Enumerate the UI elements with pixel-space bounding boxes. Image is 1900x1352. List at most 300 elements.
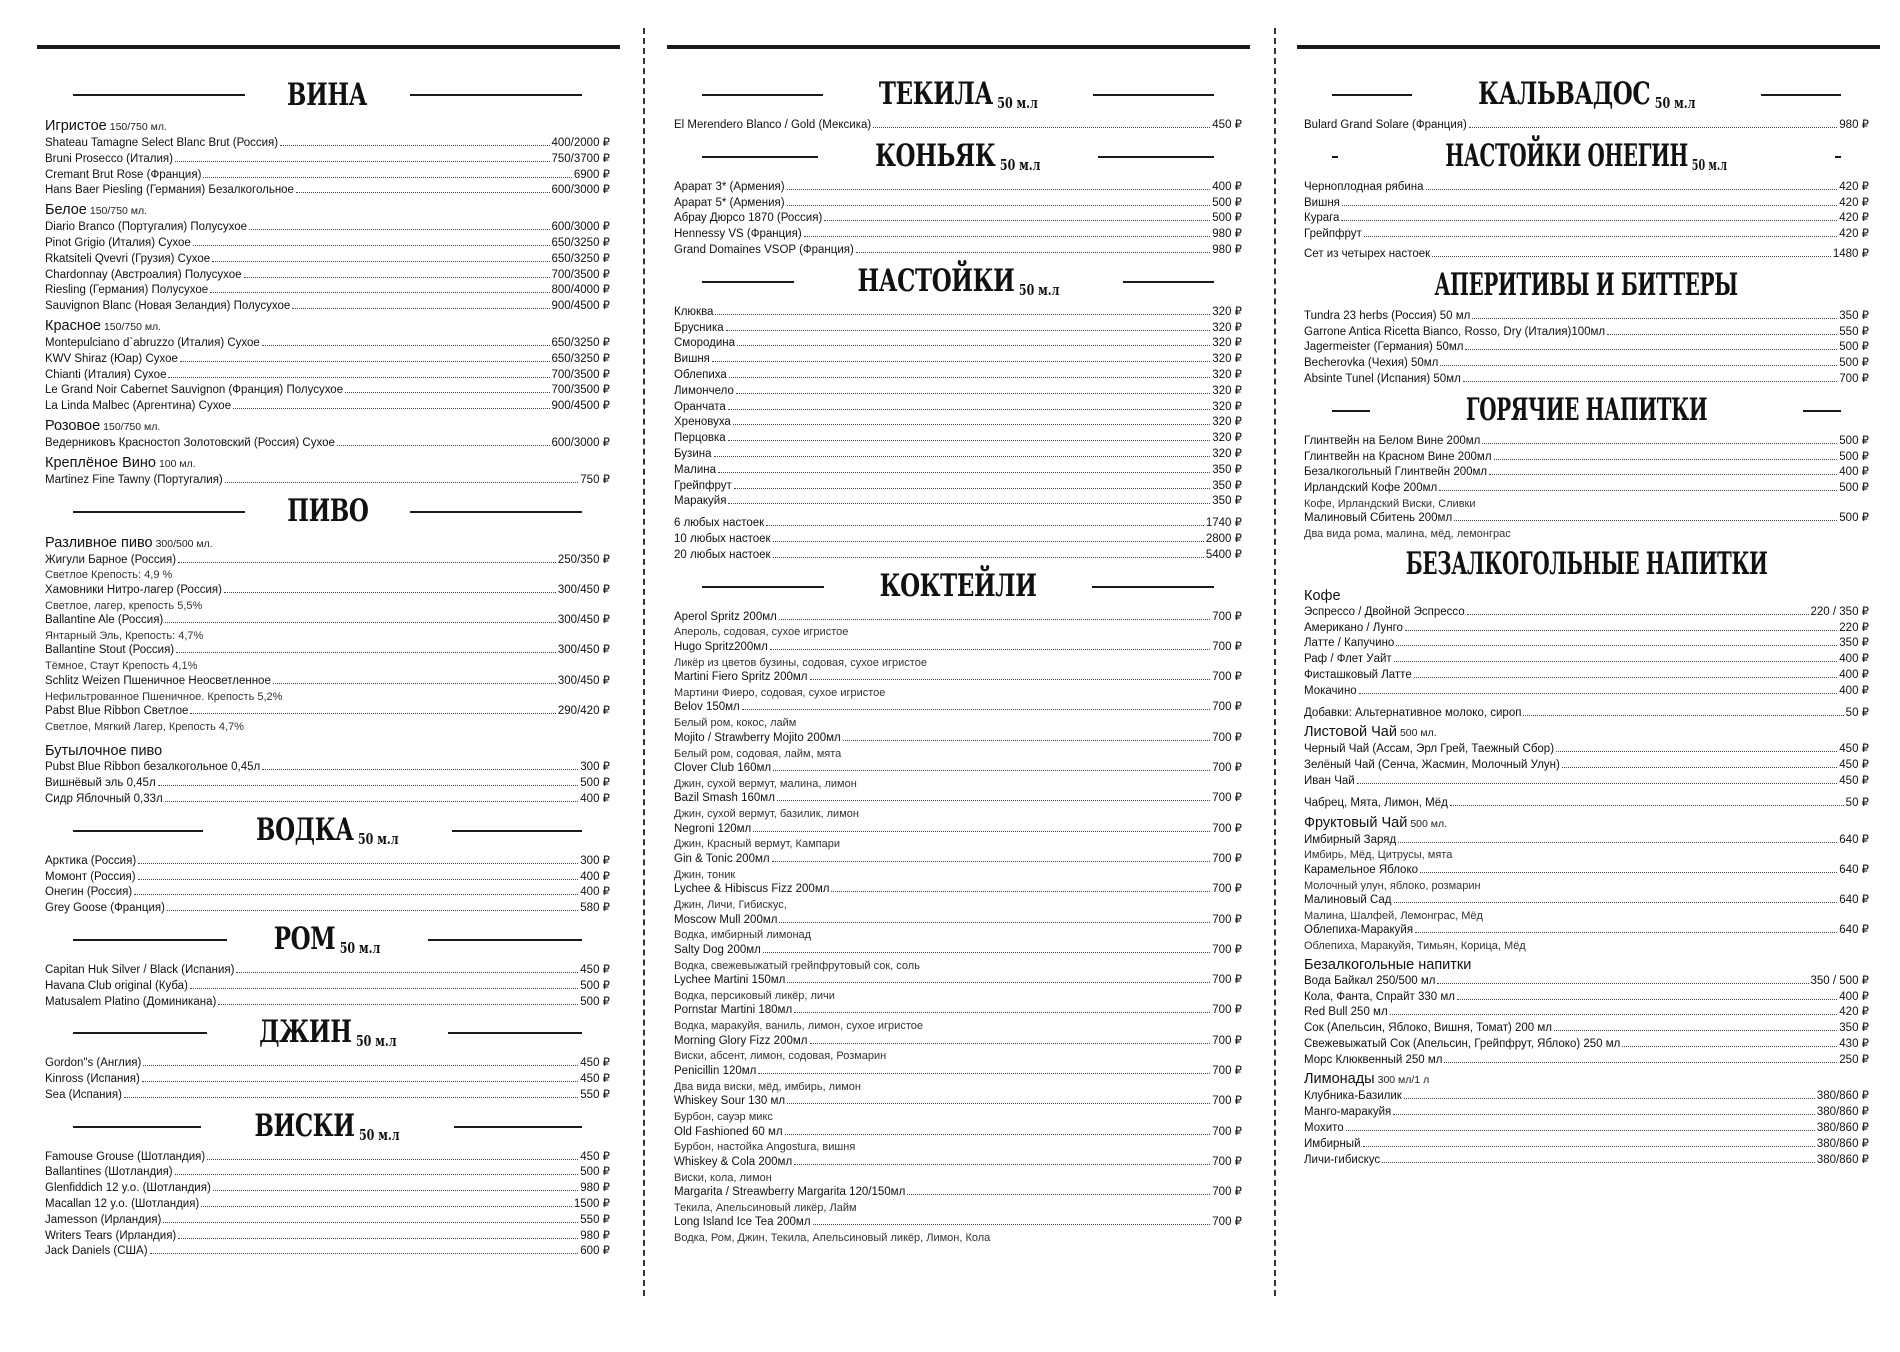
item-price	[1212, 1185, 1242, 1201]
item-name: Matusalem Platino (Доминикана)	[45, 995, 217, 1008]
currency-sign: ₽	[602, 614, 610, 627]
dot-leader	[787, 982, 1210, 983]
menu-block	[1304, 118, 1869, 134]
price-value: 700	[1212, 701, 1232, 714]
item-price	[1206, 532, 1242, 548]
item-description: Имбирь, Мёд, Цитрусы, мята	[1304, 849, 1453, 862]
subsection-note: 300/500 мл.	[155, 537, 213, 550]
item-name: Tundra 23 herbs (Россия) 50 мл	[1304, 309, 1471, 322]
menu-block	[45, 1056, 610, 1103]
item-name: Moscow Mull 200мл	[674, 913, 778, 926]
item-price	[1817, 1121, 1869, 1137]
dot-leader	[1469, 127, 1837, 128]
item-description: Джин, сухой вермут, малина, лимон	[674, 777, 857, 790]
item-description: Апероль, содовая, сухое игристое	[674, 626, 849, 639]
item-name: Red Bull 250 мл	[1304, 1006, 1388, 1019]
price-value: 320	[1212, 305, 1232, 318]
menu-item	[1304, 636, 1869, 652]
item-name: Вишнёвый эль 0,45л	[45, 777, 156, 790]
item-name: Смородина	[674, 337, 736, 350]
item-name: Whiskey Sour 130 мл	[674, 1095, 786, 1108]
item-price	[580, 870, 610, 886]
item-name: Ирландский Кофе 200мл	[1304, 482, 1438, 495]
item-description: Светлое Крепость: 4,9 %	[45, 569, 173, 582]
dot-leader	[873, 127, 1210, 128]
menu-item	[1304, 340, 1869, 356]
section-title: ГОРЯЧИЕ НАПИТКИ	[1465, 392, 1708, 429]
menu-item	[45, 854, 610, 870]
price-value: 500	[580, 995, 600, 1008]
item-name: Морс Клюквенный 250 мл	[1304, 1053, 1443, 1066]
item-name: Penicillin 120мл	[674, 1064, 757, 1077]
item-name: Американо / Лунго	[1304, 621, 1403, 634]
currency-sign: ₽	[1861, 434, 1869, 447]
menu-block	[45, 963, 610, 1010]
top-rule-left	[37, 45, 620, 49]
menu-item	[674, 447, 1242, 463]
price-value: 500	[1839, 512, 1859, 525]
currency-sign: ₽	[1861, 1137, 1869, 1150]
currency-sign: ₽	[1234, 243, 1242, 256]
item-price	[1811, 605, 1870, 621]
menu-item	[674, 431, 1242, 447]
menu-item	[1304, 372, 1869, 388]
item-name: Becherovka (Чехия) 50мл	[1304, 357, 1439, 370]
item-price	[580, 1072, 610, 1088]
item-price	[1212, 1003, 1242, 1019]
item-name: Clover Club 160мл	[674, 762, 772, 775]
top-rule-middle	[667, 45, 1250, 49]
item-price	[1212, 494, 1242, 510]
item-price	[1817, 1105, 1869, 1121]
item-name: Havana Club original (Куба)	[45, 979, 188, 992]
menu-item	[45, 870, 610, 886]
dot-leader	[772, 861, 1211, 862]
currency-sign: ₽	[602, 368, 610, 381]
menu-item	[45, 283, 610, 299]
price-value: 450	[1212, 119, 1232, 131]
item-price	[1212, 1094, 1242, 1110]
currency-sign: ₽	[1861, 1037, 1869, 1050]
item-price	[1212, 321, 1242, 337]
price-value: 700	[1212, 1186, 1232, 1199]
dot-leader	[165, 801, 579, 802]
menu-item	[1304, 196, 1869, 212]
section-heading-soft-drinks	[1304, 546, 1869, 584]
menu-column-3	[1304, 72, 1869, 1168]
currency-sign: ₽	[1861, 894, 1869, 907]
menu-item	[674, 415, 1242, 431]
menu-item	[1304, 1137, 1869, 1153]
currency-sign: ₽	[1861, 637, 1869, 650]
currency-sign: ₽	[1234, 463, 1242, 476]
price-value: 380/860	[1816, 1153, 1859, 1166]
subsection-title	[45, 418, 610, 436]
price-value: 300/450	[557, 674, 600, 687]
item-name: Мокачино	[1304, 684, 1357, 697]
item-price	[580, 901, 610, 917]
section-heading-whisky	[45, 1108, 610, 1146]
item-name: Negroni 120мл	[674, 822, 752, 835]
menu-block	[674, 118, 1242, 134]
price-value: 350	[1839, 637, 1859, 650]
price-value: 500	[580, 979, 600, 992]
item-name: Lychee Martini 150мл	[674, 974, 786, 987]
price-value: 300	[580, 761, 600, 774]
subsection-title	[45, 743, 610, 760]
price-value: 300	[580, 854, 600, 867]
item-name: Бузина	[674, 447, 712, 460]
item-name: Aperol Spritz 200мл	[674, 610, 777, 623]
dot-leader	[143, 1065, 578, 1066]
currency-sign: ₽	[602, 1088, 610, 1101]
dot-leader	[1357, 783, 1838, 784]
dot-leader	[1398, 842, 1837, 843]
currency-sign: ₽	[602, 252, 610, 265]
price-value: 290/420	[557, 705, 600, 718]
currency-sign: ₽	[602, 995, 610, 1008]
menu-item	[45, 1229, 610, 1245]
dot-leader	[1556, 751, 1837, 752]
item-price	[1212, 305, 1242, 321]
menu-block	[1304, 309, 1869, 388]
item-name: Diario Branco (Португалия) Полусухое	[45, 221, 248, 234]
item-description: Тёмное, Стаут Крепость 4,1%	[45, 660, 198, 673]
dot-leader	[249, 229, 549, 230]
item-price	[1212, 761, 1242, 777]
price-value: 400	[1839, 684, 1859, 697]
menu-item	[1304, 990, 1869, 1006]
price-value: 700/3500	[551, 384, 600, 397]
subsection-title	[1304, 957, 1869, 974]
item-price	[1212, 943, 1242, 959]
dot-leader	[1607, 334, 1837, 335]
dot-leader	[715, 314, 1210, 315]
item-name: El Merendero Blanco / Gold (Мексика)	[674, 119, 872, 131]
currency-sign: ₽	[602, 761, 610, 774]
price-value: 900/4500	[551, 400, 600, 413]
menu-item	[1304, 211, 1869, 227]
currency-sign: ₽	[1861, 621, 1869, 634]
menu-item	[674, 882, 1242, 898]
item-name: Манго-маракуйя	[1304, 1106, 1392, 1119]
subsection-note: 150/750 мл.	[109, 121, 167, 133]
currency-sign: ₽	[1861, 863, 1869, 876]
menu-item	[1304, 742, 1869, 758]
dot-leader	[787, 189, 1211, 190]
dot-leader	[1463, 381, 1837, 382]
price-value: 400	[580, 870, 600, 883]
price-value: 350 / 500	[1810, 974, 1859, 987]
menu-item	[45, 220, 610, 236]
dot-leader	[1346, 1130, 1815, 1131]
item-price	[558, 553, 610, 569]
dot-leader	[907, 1194, 1210, 1195]
section-title: ТЕКИЛА 50 м.л	[878, 76, 1038, 112]
price-value: 700/3500	[551, 368, 600, 381]
dot-leader	[262, 769, 578, 770]
section-heading-onegin	[1304, 138, 1869, 176]
item-price	[1839, 227, 1869, 243]
menu-item	[674, 400, 1242, 416]
dot-leader	[831, 891, 1210, 892]
item-name: Маракуйя	[674, 495, 727, 508]
menu-item	[1304, 180, 1869, 196]
item-price	[1212, 211, 1242, 227]
item-description: Мартини Фиеро, содовая, сухое игристое	[674, 686, 886, 699]
item-price	[580, 1213, 610, 1229]
dot-leader	[210, 292, 549, 293]
currency-sign: ₽	[1234, 196, 1242, 209]
section-title: ВОДКА 50 м.л	[256, 811, 399, 848]
dot-leader	[804, 236, 1211, 237]
menu-item	[45, 643, 610, 659]
dot-leader	[296, 192, 550, 193]
item-name: Ballantine Ale (Россия)	[45, 614, 164, 627]
dot-leader	[345, 392, 549, 393]
item-name: Belov 150мл	[674, 701, 740, 714]
dot-leader	[1457, 999, 1837, 1000]
subsection-name: Разливное пиво	[45, 534, 153, 551]
item-price	[552, 252, 611, 268]
price-value: 350	[1212, 495, 1232, 508]
dot-leader	[273, 683, 556, 684]
item-name: Хамовники Нитро-лагер (Россия)	[45, 583, 222, 596]
item-name: Перцовка	[674, 432, 726, 445]
dot-leader	[280, 145, 549, 146]
section-heading-vodka	[45, 812, 610, 850]
item-price	[580, 792, 610, 808]
menu-item	[674, 1215, 1242, 1231]
item-name: Личи-гибискус	[1304, 1153, 1381, 1166]
menu-item	[45, 183, 610, 199]
currency-sign: ₽	[1234, 119, 1242, 131]
currency-sign: ₽	[1234, 337, 1242, 350]
currency-sign: ₽	[1861, 512, 1869, 525]
subsection-name: Розовое	[45, 417, 101, 434]
menu-item	[1304, 774, 1869, 790]
dot-leader	[1440, 365, 1837, 366]
menu-item	[674, 180, 1242, 196]
menu-item	[45, 760, 610, 776]
dot-leader	[1454, 520, 1837, 521]
menu-item	[674, 384, 1242, 400]
item-name: Jamesson (Ирландия)	[45, 1213, 162, 1226]
price-value: 300/450	[557, 644, 600, 657]
item-price	[580, 1229, 610, 1245]
price-value: 380/860	[1816, 1106, 1859, 1119]
item-price	[558, 704, 610, 720]
dot-leader	[1554, 1030, 1837, 1031]
menu-item	[45, 979, 610, 995]
price-value: 750	[580, 473, 600, 486]
item-price	[1839, 863, 1869, 879]
currency-sign: ₽	[602, 473, 610, 486]
currency-sign: ₽	[1861, 743, 1869, 756]
currency-sign: ₽	[602, 1213, 610, 1226]
dot-leader	[212, 261, 549, 262]
price-value: 50	[1845, 706, 1859, 719]
menu-item	[1304, 450, 1869, 466]
dot-leader	[201, 1206, 572, 1207]
item-name: Хреновуха	[674, 416, 731, 429]
dot-leader	[337, 445, 550, 446]
item-name: Pabst Blue Ribbon Светлое	[45, 705, 189, 718]
item-price	[574, 1197, 610, 1213]
currency-sign: ₽	[602, 644, 610, 657]
menu-block	[674, 610, 1242, 1246]
item-price	[1212, 479, 1242, 495]
currency-sign: ₽	[1234, 671, 1242, 684]
currency-sign: ₽	[1861, 706, 1869, 719]
currency-sign: ₽	[602, 221, 610, 234]
subsection-name: Белое	[45, 202, 87, 219]
menu-item	[1304, 974, 1869, 990]
item-name: Rkatsiteli Qvevri (Грузия) Сухое	[45, 252, 211, 265]
subsection-name: Креплёное Вино	[45, 454, 156, 471]
currency-sign: ₽	[1861, 759, 1869, 772]
price-value: 420	[1839, 196, 1859, 209]
menu-item	[674, 731, 1242, 747]
menu-item	[674, 640, 1242, 656]
item-description: Джин, сухой вермут, базилик, лимон	[674, 808, 859, 821]
menu-block	[1304, 957, 1869, 1069]
item-name: Writers Tears (Ирландия)	[45, 1229, 177, 1242]
item-price	[1212, 913, 1242, 929]
currency-sign: ₽	[1861, 212, 1869, 225]
price-value: 320	[1212, 447, 1232, 460]
menu-item	[674, 368, 1242, 384]
dot-leader	[233, 408, 549, 409]
item-name: Лимончело	[674, 384, 734, 397]
item-price	[580, 1181, 610, 1197]
price-value: 900/4500	[551, 300, 600, 313]
currency-sign: ₽	[602, 168, 610, 181]
item-name: Эспрессо / Двойной Эспрессо	[1304, 605, 1465, 618]
currency-sign: ₽	[1234, 180, 1242, 193]
price-value: 700	[1212, 610, 1232, 623]
price-value: 320	[1212, 337, 1232, 350]
price-value: 500	[1839, 434, 1859, 447]
item-price	[580, 1088, 610, 1104]
currency-sign: ₽	[602, 184, 610, 197]
item-name: Мохито	[1304, 1122, 1344, 1135]
price-value: 650/3250	[551, 252, 600, 265]
menu-block	[1304, 180, 1869, 243]
item-description: Виски, абсент, лимон, содовая, Розмарин	[674, 1050, 887, 1063]
menu-item	[674, 463, 1242, 479]
price-value: 5400	[1205, 548, 1232, 561]
dot-leader	[753, 831, 1210, 832]
item-description: Кофе, Ирландский Виски, Сливки	[1304, 497, 1476, 510]
currency-sign: ₽	[602, 854, 610, 867]
item-name: 10 любых настоек	[674, 532, 771, 545]
price-value: 2800	[1205, 532, 1232, 545]
menu-item	[45, 252, 610, 268]
item-price	[1839, 668, 1869, 684]
subsection-note: 500 мл.	[1399, 727, 1437, 740]
dot-leader	[763, 952, 1210, 953]
item-price	[552, 352, 611, 368]
item-description: Облепиха, Маракуйя, Тимьян, Корица, Мёд	[1304, 940, 1526, 953]
menu-item	[45, 553, 610, 569]
currency-sign: ₽	[1234, 1125, 1242, 1138]
item-description: Водка, персиковый ликёр, личи	[674, 989, 835, 1002]
item-name: Ballantine Stout (Россия)	[45, 644, 175, 657]
price-value: 400	[580, 792, 600, 805]
item-price	[1212, 1064, 1242, 1080]
menu-item	[674, 973, 1242, 989]
item-name: Absinte Tunel (Испания) 50мл	[1304, 372, 1461, 385]
price-value: 420	[1839, 180, 1859, 193]
subsection-name: Кофе	[1304, 587, 1341, 604]
currency-sign: ₽	[1861, 325, 1869, 338]
dot-leader	[736, 393, 1210, 394]
item-price	[1206, 548, 1242, 564]
item-name: Salty Dog 200мл	[674, 943, 761, 956]
menu-item	[674, 761, 1242, 777]
menu-item	[45, 1150, 610, 1166]
currency-sign: ₽	[1234, 731, 1242, 744]
menu-block	[45, 318, 610, 415]
dot-leader	[810, 679, 1211, 680]
item-description: Белый ром, кокос, лайм	[674, 717, 797, 730]
price-value: 550	[580, 1213, 600, 1226]
currency-sign: ₽	[1234, 1004, 1242, 1017]
item-price	[1817, 1089, 1869, 1105]
item-name: Зелёный Чай (Сенча, Жасмин, Молочный Улун)	[1304, 759, 1560, 772]
item-name: Кола, Фанта, Спрайт 330 мл	[1304, 990, 1455, 1003]
subsection-title	[45, 455, 610, 473]
menu-item	[45, 399, 610, 415]
price-value: 600/3000	[551, 436, 600, 449]
item-name: Клюква	[674, 305, 714, 318]
price-value: 700	[1212, 640, 1232, 653]
item-price	[580, 979, 610, 995]
item-name: Арктика (Россия)	[45, 854, 137, 867]
price-value: 980	[1839, 119, 1859, 131]
menu-block	[674, 305, 1242, 510]
dot-leader	[1432, 256, 1831, 257]
item-price	[1206, 516, 1242, 532]
price-value: 320	[1212, 368, 1232, 381]
dot-leader	[1467, 614, 1809, 615]
item-description: Джин, тоник	[674, 868, 736, 881]
item-price	[1839, 1053, 1869, 1069]
item-price	[580, 760, 610, 776]
item-name: Gin & Tonic 200мл	[674, 852, 770, 865]
dot-leader	[150, 1253, 579, 1254]
item-price	[1212, 791, 1242, 807]
item-name: Cremant Brut Rose (Франция)	[45, 168, 202, 181]
item-name: Pubst Blue Ribbon безалкогольное 0,45л	[45, 761, 261, 774]
menu-item	[674, 670, 1242, 686]
item-name: Курага	[1304, 212, 1340, 225]
price-value: 350	[1212, 479, 1232, 492]
menu-item	[45, 1072, 610, 1088]
menu-block	[1304, 706, 1869, 722]
currency-sign: ₽	[1861, 1053, 1869, 1066]
currency-sign: ₽	[602, 284, 610, 297]
menu-item	[674, 243, 1242, 259]
currency-sign: ₽	[1234, 974, 1242, 987]
item-description: Белый ром, содовая, лайм, мята	[674, 747, 842, 760]
currency-sign: ₽	[1861, 372, 1869, 385]
item-price	[1839, 372, 1869, 388]
price-value: 420	[1839, 212, 1859, 225]
item-price	[558, 674, 610, 690]
currency-sign: ₽	[602, 583, 610, 596]
